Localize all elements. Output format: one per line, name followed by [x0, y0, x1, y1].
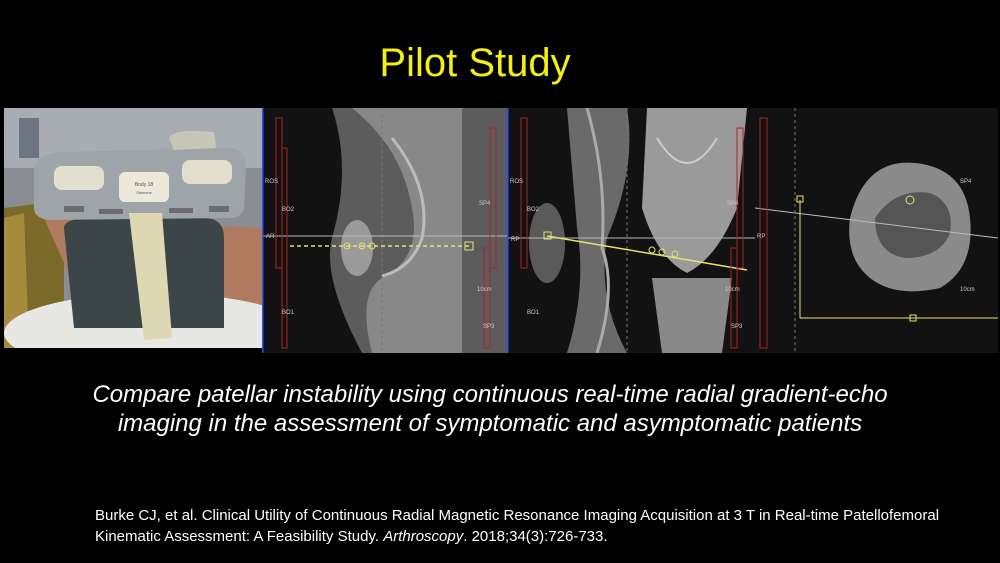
citation-text: Burke CJ, et al. Clinical Utility of Continuous Radial Magnetic Resonance Imaging Acquisition at 3 T in Real-time Patellofemoral Kinematic Assessment: A Feasibility Study.	[95, 507, 940, 545]
cor-label-sp4: SP4	[727, 201, 739, 207]
sag-label-scale: 10cm	[477, 287, 492, 293]
sag-label-sp3: SP3	[483, 324, 495, 330]
sag-label-ar: AR	[266, 234, 275, 240]
cor-label-ros: ROS	[510, 179, 524, 185]
cor-label-sp3: SP3	[731, 324, 743, 330]
sag-label-ros: ROS	[265, 179, 279, 185]
cor-label-rp: RP	[511, 237, 520, 243]
slide-subtitle: Compare patellar instability using continuous real-time radial gradient-echo imaging in the assessment of symptomatic and asymptomatic patients	[92, 381, 888, 437]
sag-label-bo1: BO1	[282, 310, 295, 316]
image-strip	[4, 108, 998, 353]
cor-label-scale: 10cm	[725, 287, 740, 293]
ax-label-rp: RP	[757, 234, 766, 240]
cor-label-bo1: BO1	[527, 310, 540, 316]
coil-label-2: Siemens	[136, 190, 152, 195]
citation-journal: Arthroscopy	[383, 528, 464, 545]
mri-coronal-view	[507, 108, 755, 353]
mri-axial-view	[755, 108, 998, 353]
slide-title: Pilot Study	[379, 41, 571, 85]
ax-label-scale: 10cm	[960, 287, 975, 293]
ax-label-sp4: SP4	[960, 179, 972, 185]
sag-label-bo2: BO2	[282, 207, 295, 213]
mri-sagittal-view	[262, 108, 507, 353]
citation-details: . 2018;34(3):726-733.	[463, 528, 608, 545]
sag-label-sp4: SP4	[479, 201, 491, 207]
cor-label-bo2: BO2	[527, 207, 540, 213]
knee-coil-photo	[4, 108, 262, 348]
citation	[95, 505, 975, 547]
coil-label-1: Body 18	[134, 182, 154, 188]
